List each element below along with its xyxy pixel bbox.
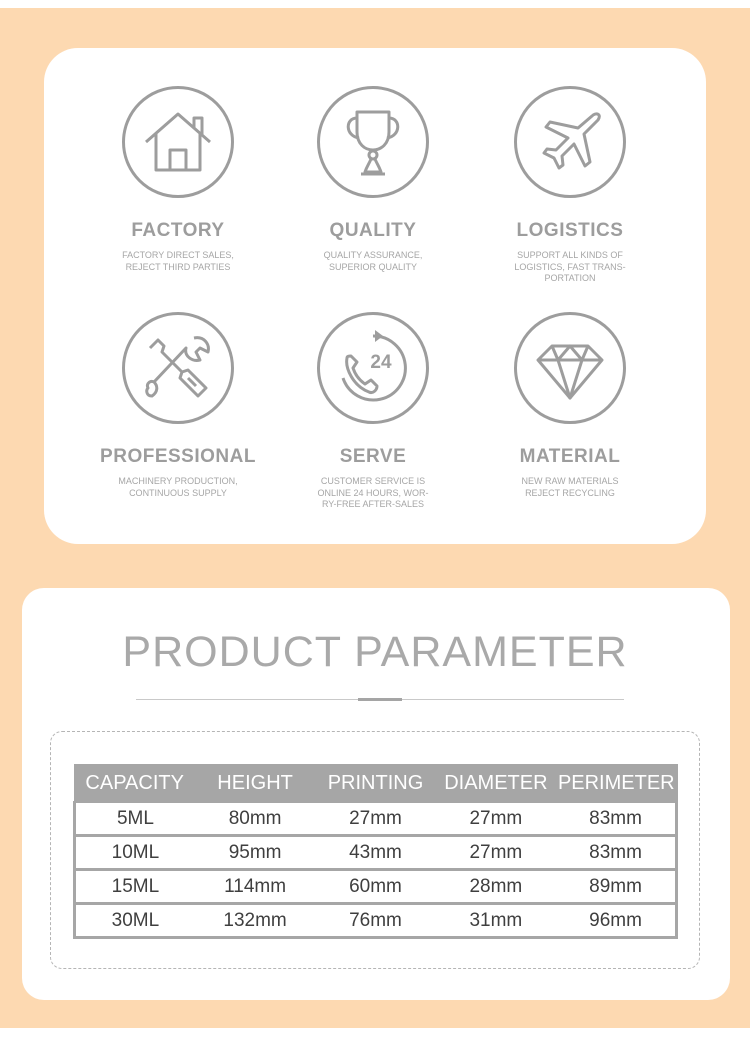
feature-title: MATERIAL [519,446,621,467]
feature-title: QUALITY [329,220,417,241]
feature-professional [78,312,278,499]
table-row [75,836,677,870]
table-cell: 96mm [556,904,676,938]
diamond-icon [530,328,610,408]
column-header: CAPACITY [75,765,195,802]
table-cell: 15ML [75,870,195,904]
table-cell: 30ML [75,904,195,938]
trophy-icon [333,102,413,182]
feature-factory [78,86,278,273]
feature-title: FACTORY [131,220,225,241]
airplane-icon [530,102,610,182]
table-cell: 43mm [315,836,435,870]
feature-material [470,312,670,499]
table-cell: 132mm [195,904,315,938]
column-header: DIAMETER [436,765,556,802]
parameter-table [73,764,678,939]
feature-title: LOGISTICS [516,220,624,241]
table-cell: 27mm [315,802,435,836]
feature-desc: NEW RAW MATERIALS REJECT RECYCLING [521,476,619,498]
table-cell: 31mm [436,904,556,938]
feature-quality [273,86,473,273]
title-divider-accent [358,698,402,701]
table-row [75,904,677,938]
table-cell: 114mm [195,870,315,904]
parameter-title: PRODUCT PARAMETER [122,628,628,676]
feature-desc: QUALITY ASSURANCE, SUPERIOR QUALITY [323,250,423,272]
table-cell: 80mm [195,802,315,836]
table-cell: 95mm [195,836,315,870]
table-cell: 28mm [436,870,556,904]
table-row [75,870,677,904]
column-header: PRINTING [315,765,435,802]
table-cell: 10ML [75,836,195,870]
table-cell: 89mm [556,870,676,904]
feature-icon-circle [317,86,429,198]
feature-title: PROFESSIONAL [100,446,256,467]
table-cell: 76mm [315,904,435,938]
badge-24-text: 24 [370,352,392,373]
feature-desc: FACTORY DIRECT SALES, REJECT THIRD PARTIES [122,250,234,272]
table-cell: 27mm [436,802,556,836]
table-cell: 5ML [75,802,195,836]
table-cell: 27mm [436,836,556,870]
feature-logistics [470,86,670,285]
table-cell: 60mm [315,870,435,904]
feature-icon-circle [514,86,626,198]
house-icon [138,102,218,182]
feature-desc: SUPPORT ALL KINDS OF LOGISTICS, FAST TRANS- PORTATION [514,250,626,283]
table-row [75,802,677,836]
table-header-row [75,765,677,802]
column-header: PERIMETER [556,765,676,802]
feature-serve [273,312,473,511]
feature-title: SERVE [339,446,407,467]
feature-icon-circle [122,312,234,424]
feature-icon-circle [122,86,234,198]
feature-desc: CUSTOMER SERVICE IS ONLINE 24 HOURS, WOR- RY-FREE AFTER-SALES [317,476,429,509]
feature-icon-circle [514,312,626,424]
tools-icon [138,328,218,408]
phone-24-icon [333,328,413,408]
feature-icon-circle [317,312,429,424]
table-cell: 83mm [556,836,676,870]
feature-desc: MACHINERY PRODUCTION, CONTINUOUS SUPPLY [118,476,238,498]
column-header: HEIGHT [195,765,315,802]
table-cell: 83mm [556,802,676,836]
